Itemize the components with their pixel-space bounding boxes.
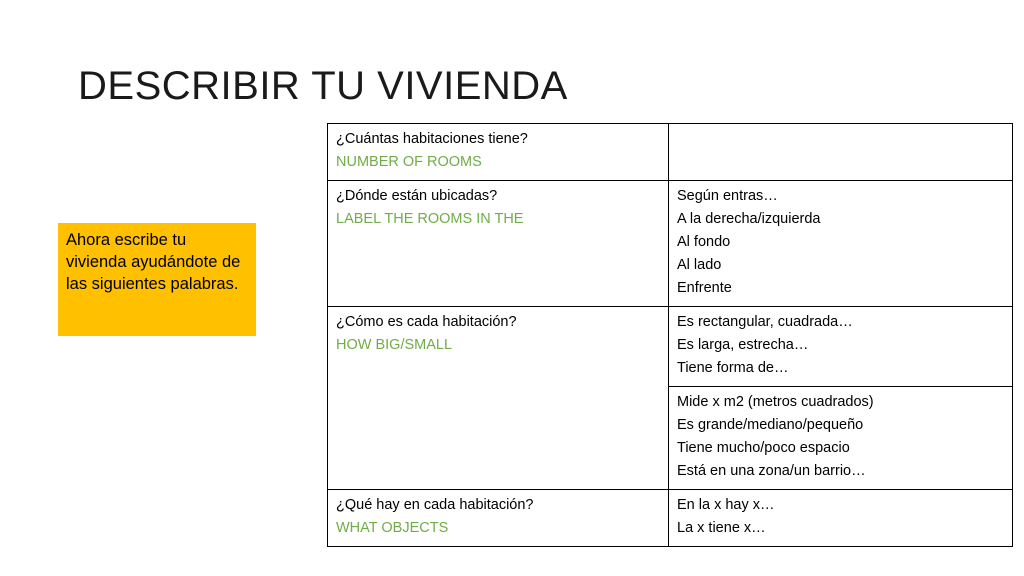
hint-text: LABEL THE ROOMS IN THE: [336, 211, 524, 227]
hint-text: HOW BIG/SMALL: [336, 337, 453, 353]
question-text: ¿Qué hay en cada habitación?: [336, 497, 534, 513]
answer-line: Al fondo: [677, 234, 731, 250]
answer-line: En la x hay x…: [677, 497, 775, 513]
answer-line: Es rectangular, cuadrada…: [677, 314, 853, 330]
slide-title: DESCRIBIR TU VIVIENDA: [78, 64, 568, 108]
answer-cell: [669, 124, 1013, 181]
answer-line: La x tiene x…: [677, 520, 766, 536]
answer-line: Tiene mucho/poco espacio: [677, 440, 850, 456]
table-row-room-location: [328, 181, 1013, 307]
question-cell: [328, 181, 669, 307]
question-text: ¿Dónde están ubicadas?: [336, 188, 498, 204]
answer-cell: [669, 387, 1013, 490]
question-cell: [328, 490, 669, 547]
answer-cell: [669, 307, 1013, 387]
answer-cell: [669, 490, 1013, 547]
table-row-room-objects: [328, 490, 1013, 547]
answer-line: A la derecha/izquierda: [677, 211, 821, 227]
answer-line: Está en una zona/un barrio…: [677, 463, 866, 479]
question-text: ¿Cómo es cada habitación?: [336, 314, 517, 330]
answer-line: Tiene forma de…: [677, 360, 789, 376]
question-cell: [328, 124, 669, 181]
table-row-room-shape: [328, 307, 1013, 387]
hint-text: WHAT OBJECTS: [336, 520, 449, 536]
answer-line: Según entras…: [677, 188, 778, 204]
answer-line: Mide x m2 (metros cuadrados): [677, 394, 874, 410]
answer-line: Enfrente: [677, 280, 732, 296]
instruction-callout: Ahora escribe tu vivienda ayudándote de las siguientes palabras.: [58, 223, 256, 336]
answer-line: Al lado: [677, 257, 722, 273]
answer-cell: [669, 181, 1013, 307]
answer-line: Es larga, estrecha…: [677, 337, 809, 353]
vocabulary-table: [327, 123, 1013, 547]
answer-line: Es grande/mediano/pequeño: [677, 417, 864, 433]
hint-text: NUMBER OF ROOMS: [336, 154, 482, 170]
question-cell: [328, 307, 669, 490]
table-row-number-of-rooms: [328, 124, 1013, 181]
question-text: ¿Cuántas habitaciones tiene?: [336, 131, 528, 147]
